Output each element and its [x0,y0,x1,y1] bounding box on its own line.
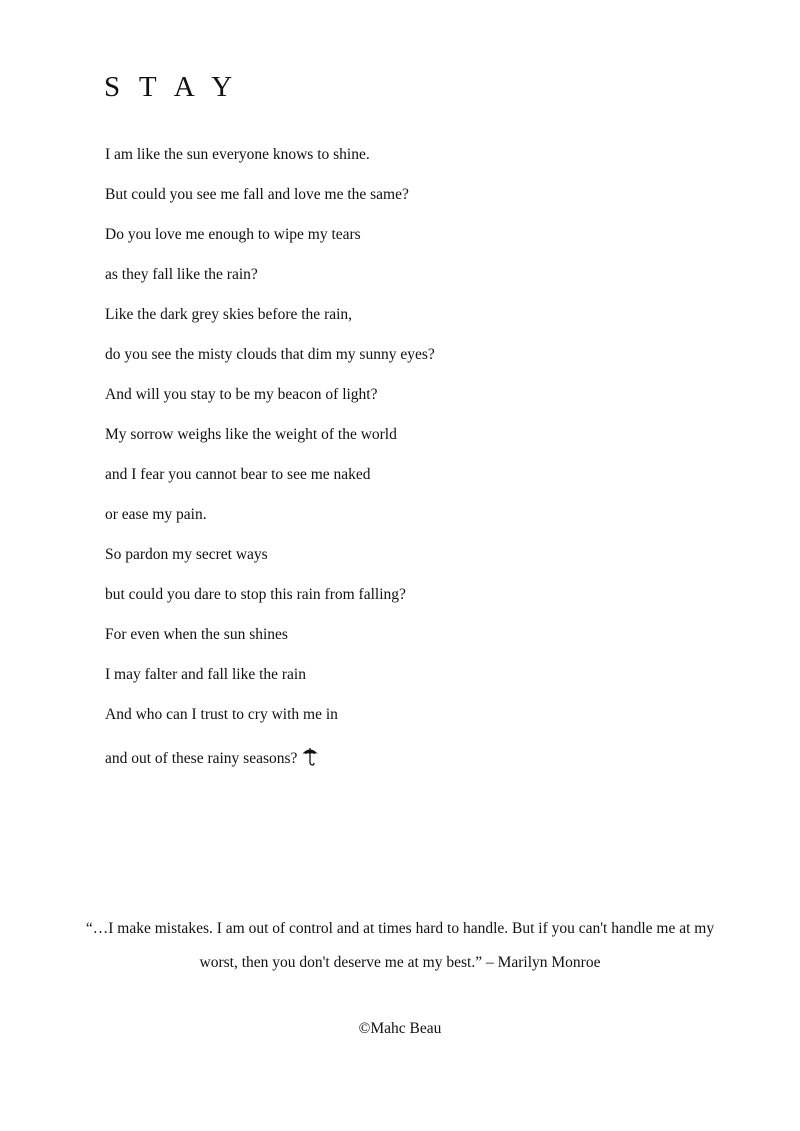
poem-line: But could you see me fall and love me the same? [105,186,409,203]
poem-line: or ease my pain. [105,506,207,523]
quote-line: worst, then you don't deserve me at my best.” – Marilyn Monroe [199,954,601,971]
poem-line: And who can I trust to cry with me in [105,706,338,723]
poem-line: but could you dare to stop this rain from falling? [105,586,406,603]
poem-line: Like the dark grey skies before the rain, [105,306,353,323]
copyright-notice: ©Mahc Beau [358,1020,442,1037]
poem-line: And will you stay to be my beacon of light? [105,386,378,403]
poem-line-text: and out of these rainy seasons? [105,750,298,767]
poem-line: So pardon my secret ways [105,546,268,563]
marilyn-monroe-quote [40,912,760,980]
poem-line: My sorrow weighs like the weight of the world [105,426,397,443]
poem-line: as they fall like the rain? [105,266,258,283]
poem-last-line [105,746,705,786]
poem-line: do you see the misty clouds that dim my sunny eyes? [105,346,435,363]
poem-line: I may falter and fall like the rain [105,666,306,683]
poem-line: Do you love me enough to wipe my tears [105,226,361,243]
poem-line: For even when the sun shines [105,626,288,643]
page-title: S T A Y [104,71,239,103]
quote-line: “…I make mistakes. I am out of control and at times hard to handle. But if you can't handle me at my [85,920,715,937]
poem-line: and I fear you cannot bear to see me naked [105,466,371,483]
umbrella-icon [301,746,319,766]
poem-line: I am like the sun everyone knows to shine. [105,146,370,163]
poem [105,144,705,786]
